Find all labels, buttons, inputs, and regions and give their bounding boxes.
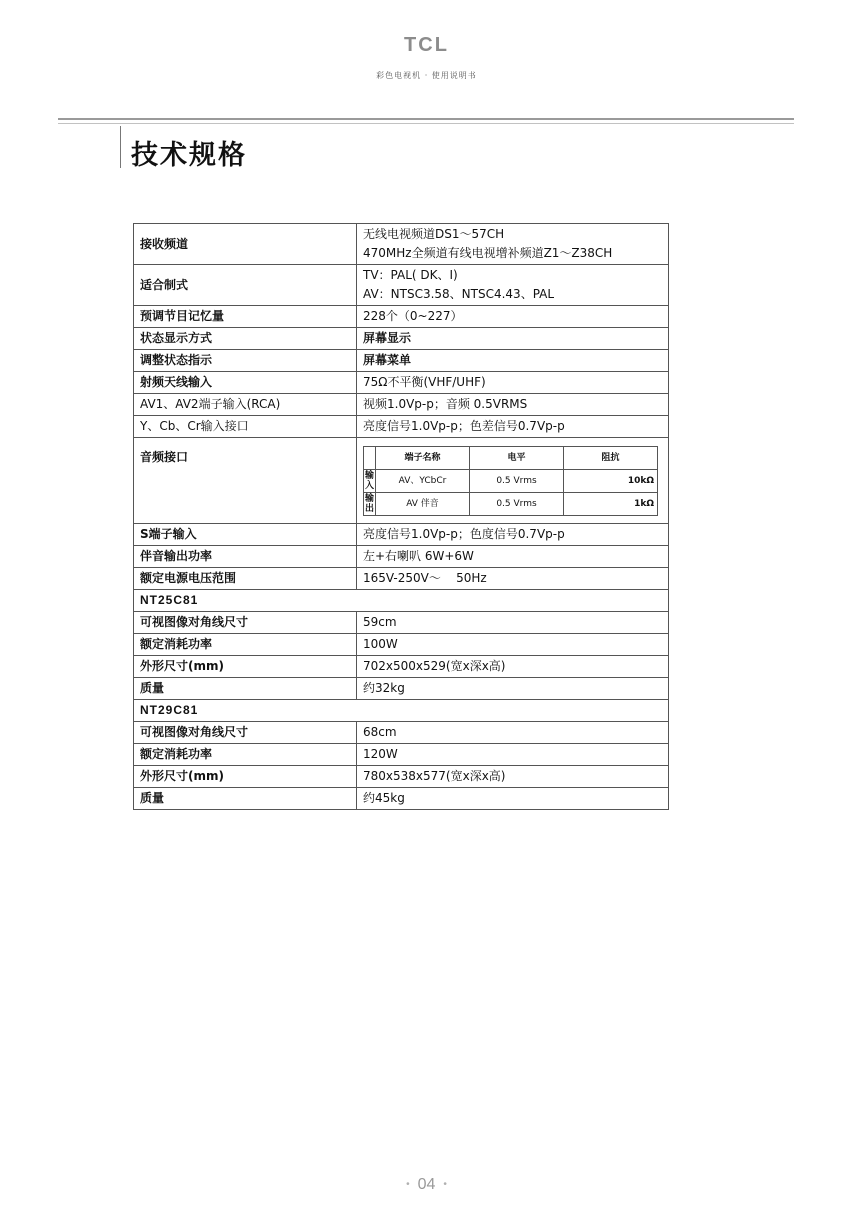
spec-value: 68cm bbox=[357, 722, 669, 744]
table-row bbox=[134, 788, 669, 810]
table-row bbox=[134, 722, 669, 744]
audio-interface-cell bbox=[357, 438, 669, 524]
model-section-row bbox=[134, 700, 669, 722]
model-name: NT29C81 bbox=[134, 700, 669, 722]
audio-header: 电平 bbox=[470, 447, 564, 470]
spec-label: Y、Cb、Cr输入接口 bbox=[134, 416, 357, 438]
spec-label: 伴音输出功率 bbox=[134, 546, 357, 568]
spec-value: 屏幕显示 bbox=[357, 328, 669, 350]
table-row bbox=[134, 744, 669, 766]
spec-value: 59cm bbox=[357, 612, 669, 634]
table-row bbox=[134, 306, 669, 328]
spec-value: 165V-250V～ 50Hz bbox=[357, 568, 669, 590]
spec-label: 射频天线输入 bbox=[134, 372, 357, 394]
spec-label: 状态显示方式 bbox=[134, 328, 357, 350]
page-title: 技术规格 bbox=[131, 140, 247, 171]
audio-header-row bbox=[364, 447, 658, 470]
page-footer bbox=[0, 1176, 853, 1194]
spec-value: 75Ω不平衡(VHF/UHF) bbox=[357, 372, 669, 394]
spec-label: 质量 bbox=[134, 678, 357, 700]
spec-value: 亮度信号1.0Vp-p；色度信号0.7Vp-p bbox=[357, 524, 669, 546]
spec-value: 120W bbox=[357, 744, 669, 766]
spec-value: 视频1.0Vp-p；音频 0.5VRMS bbox=[357, 394, 669, 416]
spec-label: 额定消耗功率 bbox=[134, 744, 357, 766]
spec-label: 接收频道 bbox=[134, 224, 357, 265]
spec-value: 约32kg bbox=[357, 678, 669, 700]
spec-value: 100W bbox=[357, 634, 669, 656]
spec-label: S端子输入 bbox=[134, 524, 357, 546]
audio-row bbox=[364, 470, 658, 493]
spec-label: 可视图像对角线尺寸 bbox=[134, 722, 357, 744]
spec-value-line: 470MHz全频道有线电视增补频道Z1～Z38CH bbox=[363, 246, 613, 260]
spec-value-line: TV：PAL( DK、I) bbox=[363, 268, 458, 282]
spec-table bbox=[133, 223, 669, 810]
spec-value: 228个（0~227） bbox=[357, 306, 669, 328]
spec-value: 屏幕菜单 bbox=[357, 350, 669, 372]
spec-label: 额定消耗功率 bbox=[134, 634, 357, 656]
audio-impedance: 10kΩ bbox=[564, 470, 658, 493]
table-row bbox=[134, 394, 669, 416]
spec-label: 外形尺寸(mm) bbox=[134, 656, 357, 678]
header-rule bbox=[58, 118, 794, 120]
audio-side-label: 输出 bbox=[365, 494, 375, 514]
audio-impedance: 1kΩ bbox=[564, 493, 658, 516]
spec-value: 亮度信号1.0Vp-p；色差信号0.7Vp-p bbox=[357, 416, 669, 438]
title-marker bbox=[120, 126, 121, 168]
audio-header: 端子名称 bbox=[376, 447, 470, 470]
audio-row bbox=[364, 493, 658, 516]
spec-label: AV1、AV2端子输入(RCA) bbox=[134, 394, 357, 416]
spec-value: 左+右喇叭 6W+6W bbox=[357, 546, 669, 568]
table-row bbox=[134, 524, 669, 546]
table-row bbox=[134, 612, 669, 634]
spec-label: 质量 bbox=[134, 788, 357, 810]
table-row bbox=[134, 416, 669, 438]
spec-value-line: 无线电视频道DS1～57CH bbox=[363, 227, 505, 241]
table-row bbox=[134, 372, 669, 394]
model-name: NT25C81 bbox=[134, 590, 669, 612]
manual-subtitle: 彩色电视机 · 使用说明书 bbox=[376, 71, 477, 80]
table-row bbox=[134, 634, 669, 656]
spec-value-line: AV：NTSC3.58、NTSC4.43、PAL bbox=[363, 287, 555, 301]
table-row bbox=[134, 766, 669, 788]
spec-label: 调整状态指示 bbox=[134, 350, 357, 372]
audio-side-label: 输入 bbox=[365, 471, 375, 491]
page-number: 04 bbox=[417, 1176, 436, 1193]
spec-value: 约45kg bbox=[357, 788, 669, 810]
audio-interface-table bbox=[363, 446, 658, 516]
model-section-row bbox=[134, 590, 669, 612]
table-row bbox=[134, 328, 669, 350]
spec-label: 额定电源电压范围 bbox=[134, 568, 357, 590]
table-row bbox=[134, 546, 669, 568]
audio-corner bbox=[364, 447, 376, 470]
audio-level: 0.5 Vrms bbox=[470, 470, 564, 493]
table-row bbox=[134, 350, 669, 372]
audio-terminal: AV、YCbCr bbox=[376, 470, 470, 493]
audio-terminal: AV 伴音 bbox=[376, 493, 470, 516]
table-row bbox=[134, 678, 669, 700]
table-row bbox=[134, 438, 669, 524]
table-row bbox=[134, 568, 669, 590]
header-rule-thin bbox=[58, 123, 794, 124]
table-row bbox=[134, 265, 669, 306]
table-row bbox=[134, 656, 669, 678]
spec-value bbox=[357, 265, 669, 306]
footer-dot: • bbox=[443, 1179, 447, 1191]
audio-level: 0.5 Vrms bbox=[470, 493, 564, 516]
table-row bbox=[134, 224, 669, 265]
spec-label: 预调节目记忆量 bbox=[134, 306, 357, 328]
spec-label: 外形尺寸(mm) bbox=[134, 766, 357, 788]
spec-label: 音频接口 bbox=[134, 438, 357, 524]
audio-header: 阻抗 bbox=[564, 447, 658, 470]
spec-value: 702x500x529(宽x深x高) bbox=[357, 656, 669, 678]
tcl-logo: TCL bbox=[404, 34, 449, 56]
spec-label: 可视图像对角线尺寸 bbox=[134, 612, 357, 634]
footer-dot: • bbox=[406, 1179, 410, 1191]
spec-label: 适合制式 bbox=[134, 265, 357, 306]
spec-value bbox=[357, 224, 669, 265]
spec-value: 780x538x577(宽x深x高) bbox=[357, 766, 669, 788]
